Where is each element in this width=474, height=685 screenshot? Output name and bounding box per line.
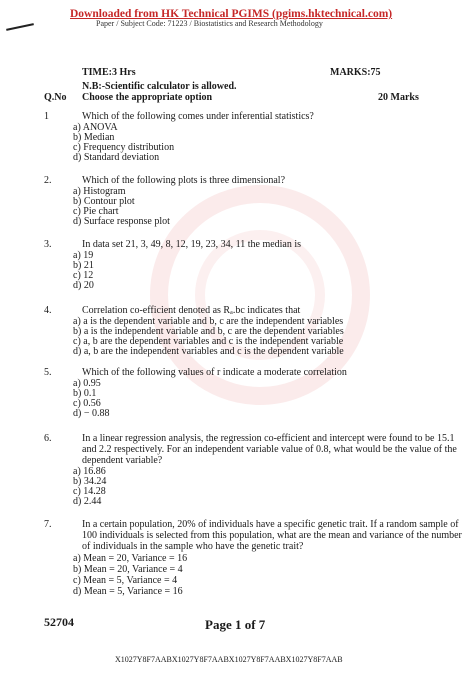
qno-heading: Q.No xyxy=(44,92,67,103)
question-number: 3. xyxy=(44,239,52,250)
page-number: Page 1 of 7 xyxy=(205,617,266,632)
question-text-line: dependent variable? xyxy=(82,455,163,466)
option: c) Frequency distribution xyxy=(73,142,175,153)
question-number: 7. xyxy=(44,519,52,530)
question-number: 1 xyxy=(44,111,49,122)
option: d) − 0.88 xyxy=(73,408,110,419)
download-banner[interactable]: Downloaded from HK Technical PGIMS (pgims.hktechnical.com) xyxy=(70,8,393,20)
option: d) 2.44 xyxy=(73,496,102,507)
question-number: 5. xyxy=(44,367,52,378)
question-number: 2. xyxy=(44,175,52,186)
option: a) 19 xyxy=(73,250,94,261)
paper-id: X1027Y8F7AABX1027Y8F7AABX1027Y8F7AABX1027Y8F7AAB xyxy=(115,655,343,664)
question-text-line: 100 individuals is selected from this population, what are the mean and variance of the number xyxy=(82,530,462,541)
paper-subject-line: Paper / Subject Code: 71223 / Biostatistics and Research Methodology xyxy=(96,19,323,28)
question-text: Which of the following comes under inferential statistics? xyxy=(82,111,314,122)
option: c) 14.28 xyxy=(73,486,106,497)
option: a) Histogram xyxy=(73,186,126,197)
option: b) 34.24 xyxy=(73,476,107,487)
option: b) Contour plot xyxy=(73,196,135,207)
option: d) a, b are the independent variables and c is the dependent variable xyxy=(73,346,344,357)
option: a) 16.86 xyxy=(73,466,106,477)
exam-marks: MARKS:75 xyxy=(330,67,381,78)
question-text-line: In a certain population, 20% of individuals have a specific genetic trait. If a random sample of xyxy=(82,519,459,530)
question-text: Which of the following plots is three dimensional? xyxy=(82,175,286,186)
option: b) a is the independent variable and b, c are the dependent variables xyxy=(73,326,344,337)
paper-code: 52704 xyxy=(44,615,74,629)
question-text: Correlation co-efficient denoted as Rₐ.bc indicates that xyxy=(82,305,301,316)
question-text-line: of individuals in the sample who have the genetic trait? xyxy=(82,541,304,552)
section-marks: 20 Marks xyxy=(378,92,419,103)
option: c) a, b are the dependent variables and c is the independent variable xyxy=(73,336,344,347)
option: c) Mean = 5, Variance = 4 xyxy=(73,575,178,586)
option: b) Mean = 20, Variance = 4 xyxy=(73,564,183,575)
option: b) 21 xyxy=(73,260,94,271)
exam-time: TIME:3 Hrs xyxy=(82,67,136,78)
section-title: Choose the appropriate option xyxy=(82,92,213,103)
option: c) 12 xyxy=(73,270,94,281)
option: a) Mean = 20, Variance = 16 xyxy=(73,553,188,564)
option: b) 0.1 xyxy=(73,388,97,399)
question-text-line: and 2.2 respectively. For an independent variable value of 0.8, what would be the value of the xyxy=(82,444,457,455)
option: d) Surface response plot xyxy=(73,216,170,227)
option: a) ANOVA xyxy=(73,122,118,133)
option: d) Standard deviation xyxy=(73,152,160,163)
exam-note: N.B:-Scientific calculator is allowed. xyxy=(82,81,237,92)
option: c) 0.56 xyxy=(73,398,101,409)
option: d) Mean = 5, Variance = 16 xyxy=(73,586,183,597)
pen-mark xyxy=(6,23,34,31)
option: a) a is the dependent variable and b, c are the independent variables xyxy=(73,316,344,327)
question-text: In data set 21, 3, 49, 8, 12, 19, 23, 34, 11 the median is xyxy=(82,239,302,250)
question-number: 6. xyxy=(44,433,52,444)
option: b) Median xyxy=(73,132,115,143)
option: c) Pie chart xyxy=(73,206,119,217)
option: a) 0.95 xyxy=(73,378,101,389)
question-number: 4. xyxy=(44,305,52,316)
question-text-line: In a linear regression analysis, the regression co-efficient and intercept were found to be 15.1 xyxy=(82,433,455,444)
option: d) 20 xyxy=(73,280,94,291)
question-text: Which of the following values of r indicate a moderate correlation xyxy=(82,367,347,378)
